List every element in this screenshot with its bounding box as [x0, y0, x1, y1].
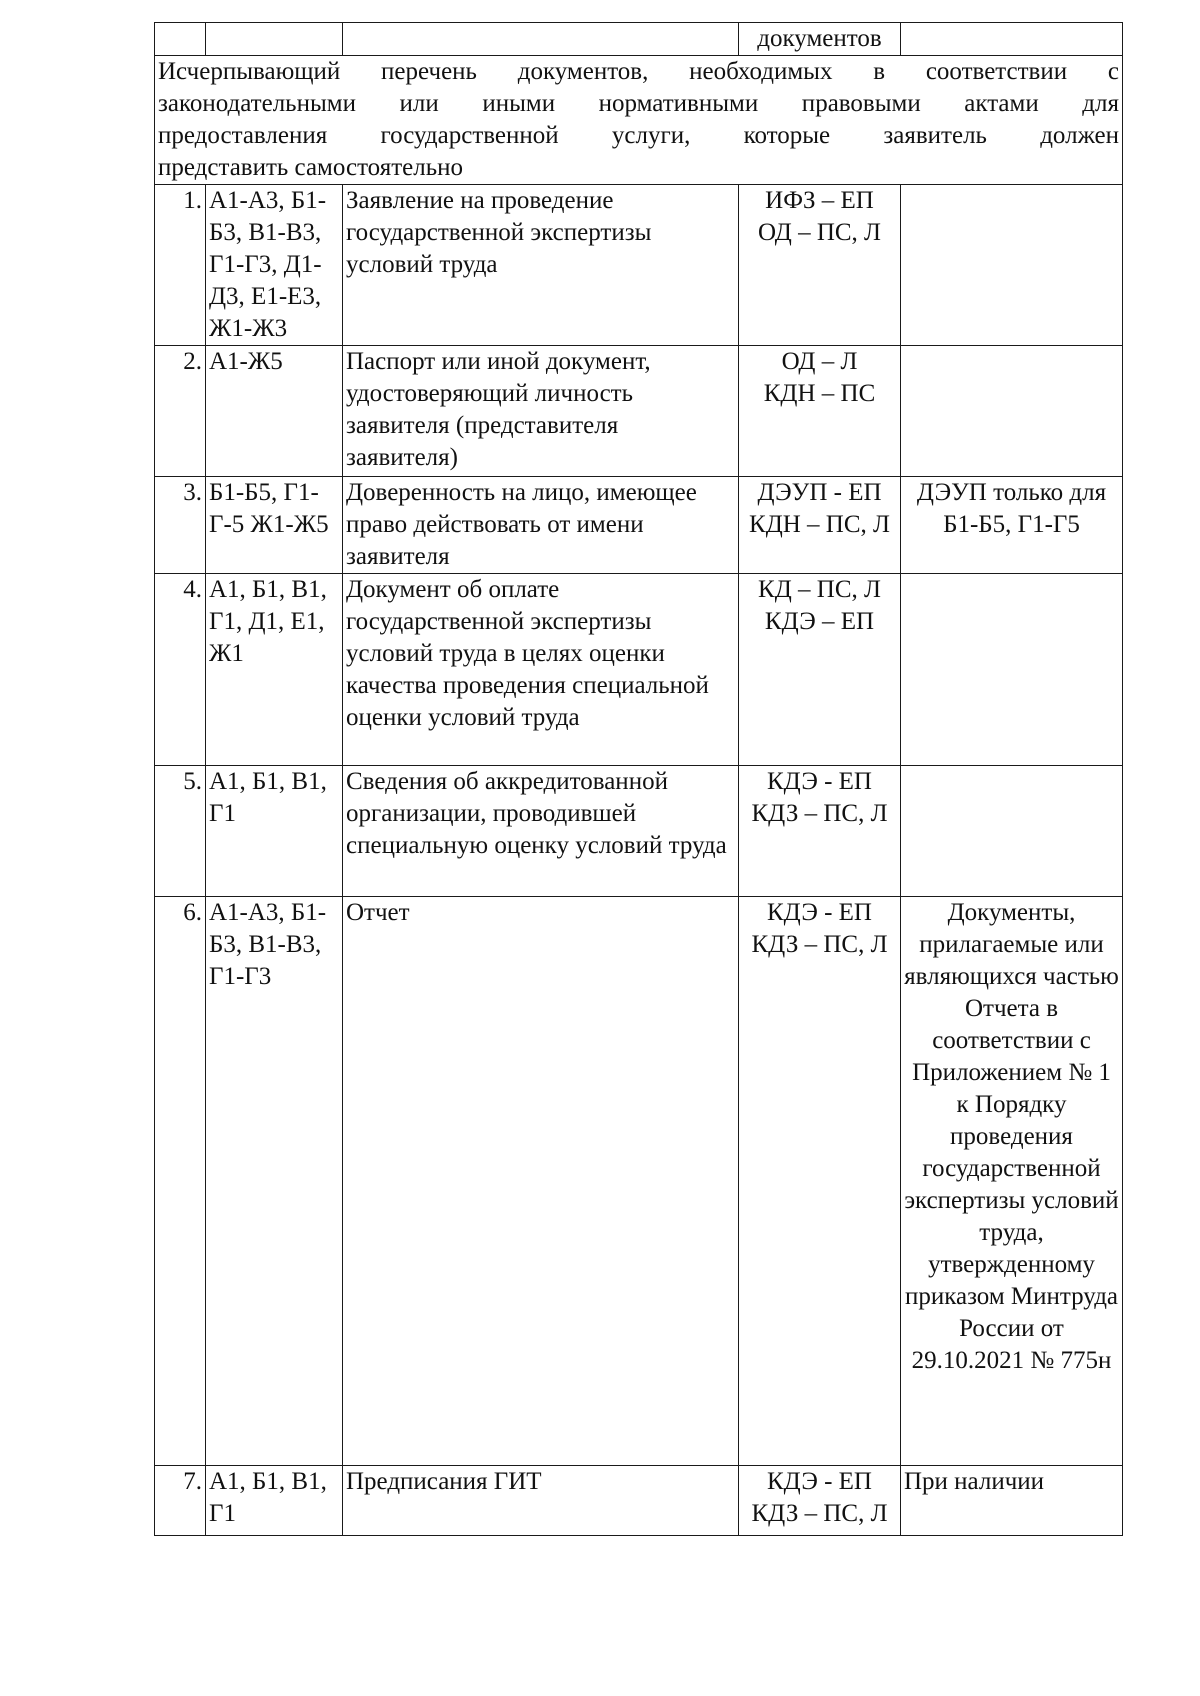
form-line: КДЗ – ПС, Л	[751, 931, 888, 958]
table-row	[155, 1466, 1123, 1536]
intro-text	[155, 56, 1123, 185]
table-row	[155, 477, 1123, 574]
row-codes: А1, Б1, В1, Г1	[206, 766, 343, 897]
table-row	[155, 766, 1123, 897]
form-line: КДН – ПС, Л	[749, 511, 890, 538]
form-line: ОД – Л	[781, 348, 858, 375]
documents-table	[154, 22, 1123, 1536]
header-cell-2	[206, 23, 343, 56]
row-form	[739, 1466, 901, 1536]
row-codes: А1, Б1, В1, Г1, Д1, Е1, Ж1	[206, 574, 343, 766]
row-form	[739, 574, 901, 766]
form-line: ИФЗ – ЕП	[765, 187, 874, 214]
row-codes: А1-А3, Б1-Б3, В1-В3, Г1-Г3, Д1-Д3, Е1-Е3, Ж1-Ж3	[206, 185, 343, 346]
row-form	[739, 766, 901, 897]
row-note: Документы, прилагаемые или являющихся частью Отчета в соответствии с Приложением № 1 к Порядку проведения государственной экспертизы условий труда, утвержденному приказом Минтруда России от 29.10.2021 № 775н	[901, 897, 1123, 1466]
row-note	[901, 574, 1123, 766]
row-number: 5.	[155, 766, 206, 897]
form-line: КДЭ - ЕП	[766, 768, 872, 795]
intro-line: представить самостоятельно	[158, 154, 463, 181]
table-row	[155, 346, 1123, 477]
intro-line: Исчерпывающий перечень документов, необходимых в соответствии с	[158, 58, 1119, 85]
form-line: КДЭ – ЕП	[764, 608, 875, 635]
row-note: При наличии	[901, 1466, 1123, 1536]
form-line: ОД – ПС, Л	[757, 219, 882, 246]
row-form	[739, 185, 901, 346]
table-row	[155, 574, 1123, 766]
row-document-name: Документ об оплате государственной экспертизы условий труда в целях оценки качества проведения специальной оценки условий труда	[343, 574, 739, 766]
row-codes: А1-Ж5	[206, 346, 343, 477]
row-document-name: Сведения об аккредитованной организации, проводившей специальную оценку условий труда	[343, 766, 739, 897]
row-document-name: Паспорт или иной документ, удостоверяющий личность заявителя (представителя заявителя)	[343, 346, 739, 477]
row-codes: Б1-Б5, Г1-Г-5 Ж1-Ж5	[206, 477, 343, 574]
row-document-name: Доверенность на лицо, имеющее право действовать от имени заявителя	[343, 477, 739, 574]
row-document-name: Предписания ГИТ	[343, 1466, 739, 1536]
row-form	[739, 346, 901, 477]
table-row	[155, 185, 1123, 346]
row-document-name: Отчет	[343, 897, 739, 1466]
row-number: 4.	[155, 574, 206, 766]
row-form	[739, 897, 901, 1466]
row-form	[739, 477, 901, 574]
row-note: ДЭУП только для Б1-Б5, Г1-Г5	[901, 477, 1123, 574]
row-codes: А1, Б1, В1, Г1	[206, 1466, 343, 1536]
form-line: КДЭ - ЕП	[766, 899, 872, 926]
header-cell-4: документов	[739, 23, 901, 56]
form-line: КДЗ – ПС, Л	[751, 800, 888, 827]
form-line: КДЭ - ЕП	[766, 1468, 872, 1495]
intro-line: предоставления государственной услуги, которые заявитель должен	[158, 122, 1119, 149]
row-note	[901, 346, 1123, 477]
row-note	[901, 766, 1123, 897]
header-cell-3	[343, 23, 739, 56]
table-row	[155, 897, 1123, 1466]
row-codes: А1-А3, Б1-Б3, В1-В3, Г1-Г3	[206, 897, 343, 1466]
form-line: КДЗ – ПС, Л	[751, 1500, 888, 1527]
header-row	[155, 23, 1123, 56]
row-number: 7.	[155, 1466, 206, 1536]
row-number: 1.	[155, 185, 206, 346]
header-cell-5	[901, 23, 1123, 56]
row-document-name: Заявление на проведение государственной экспертизы условий труда	[343, 185, 739, 346]
form-line: КД – ПС, Л	[758, 576, 881, 603]
row-note	[901, 185, 1123, 346]
header-cell-1	[155, 23, 206, 56]
row-number: 3.	[155, 477, 206, 574]
intro-row	[155, 56, 1123, 185]
row-number: 2.	[155, 346, 206, 477]
form-line: КДН – ПС	[763, 380, 876, 407]
row-number: 6.	[155, 897, 206, 1466]
form-line: ДЭУП - ЕП	[757, 479, 882, 506]
intro-line: законодательными или иными нормативными правовыми актами для	[158, 90, 1119, 117]
